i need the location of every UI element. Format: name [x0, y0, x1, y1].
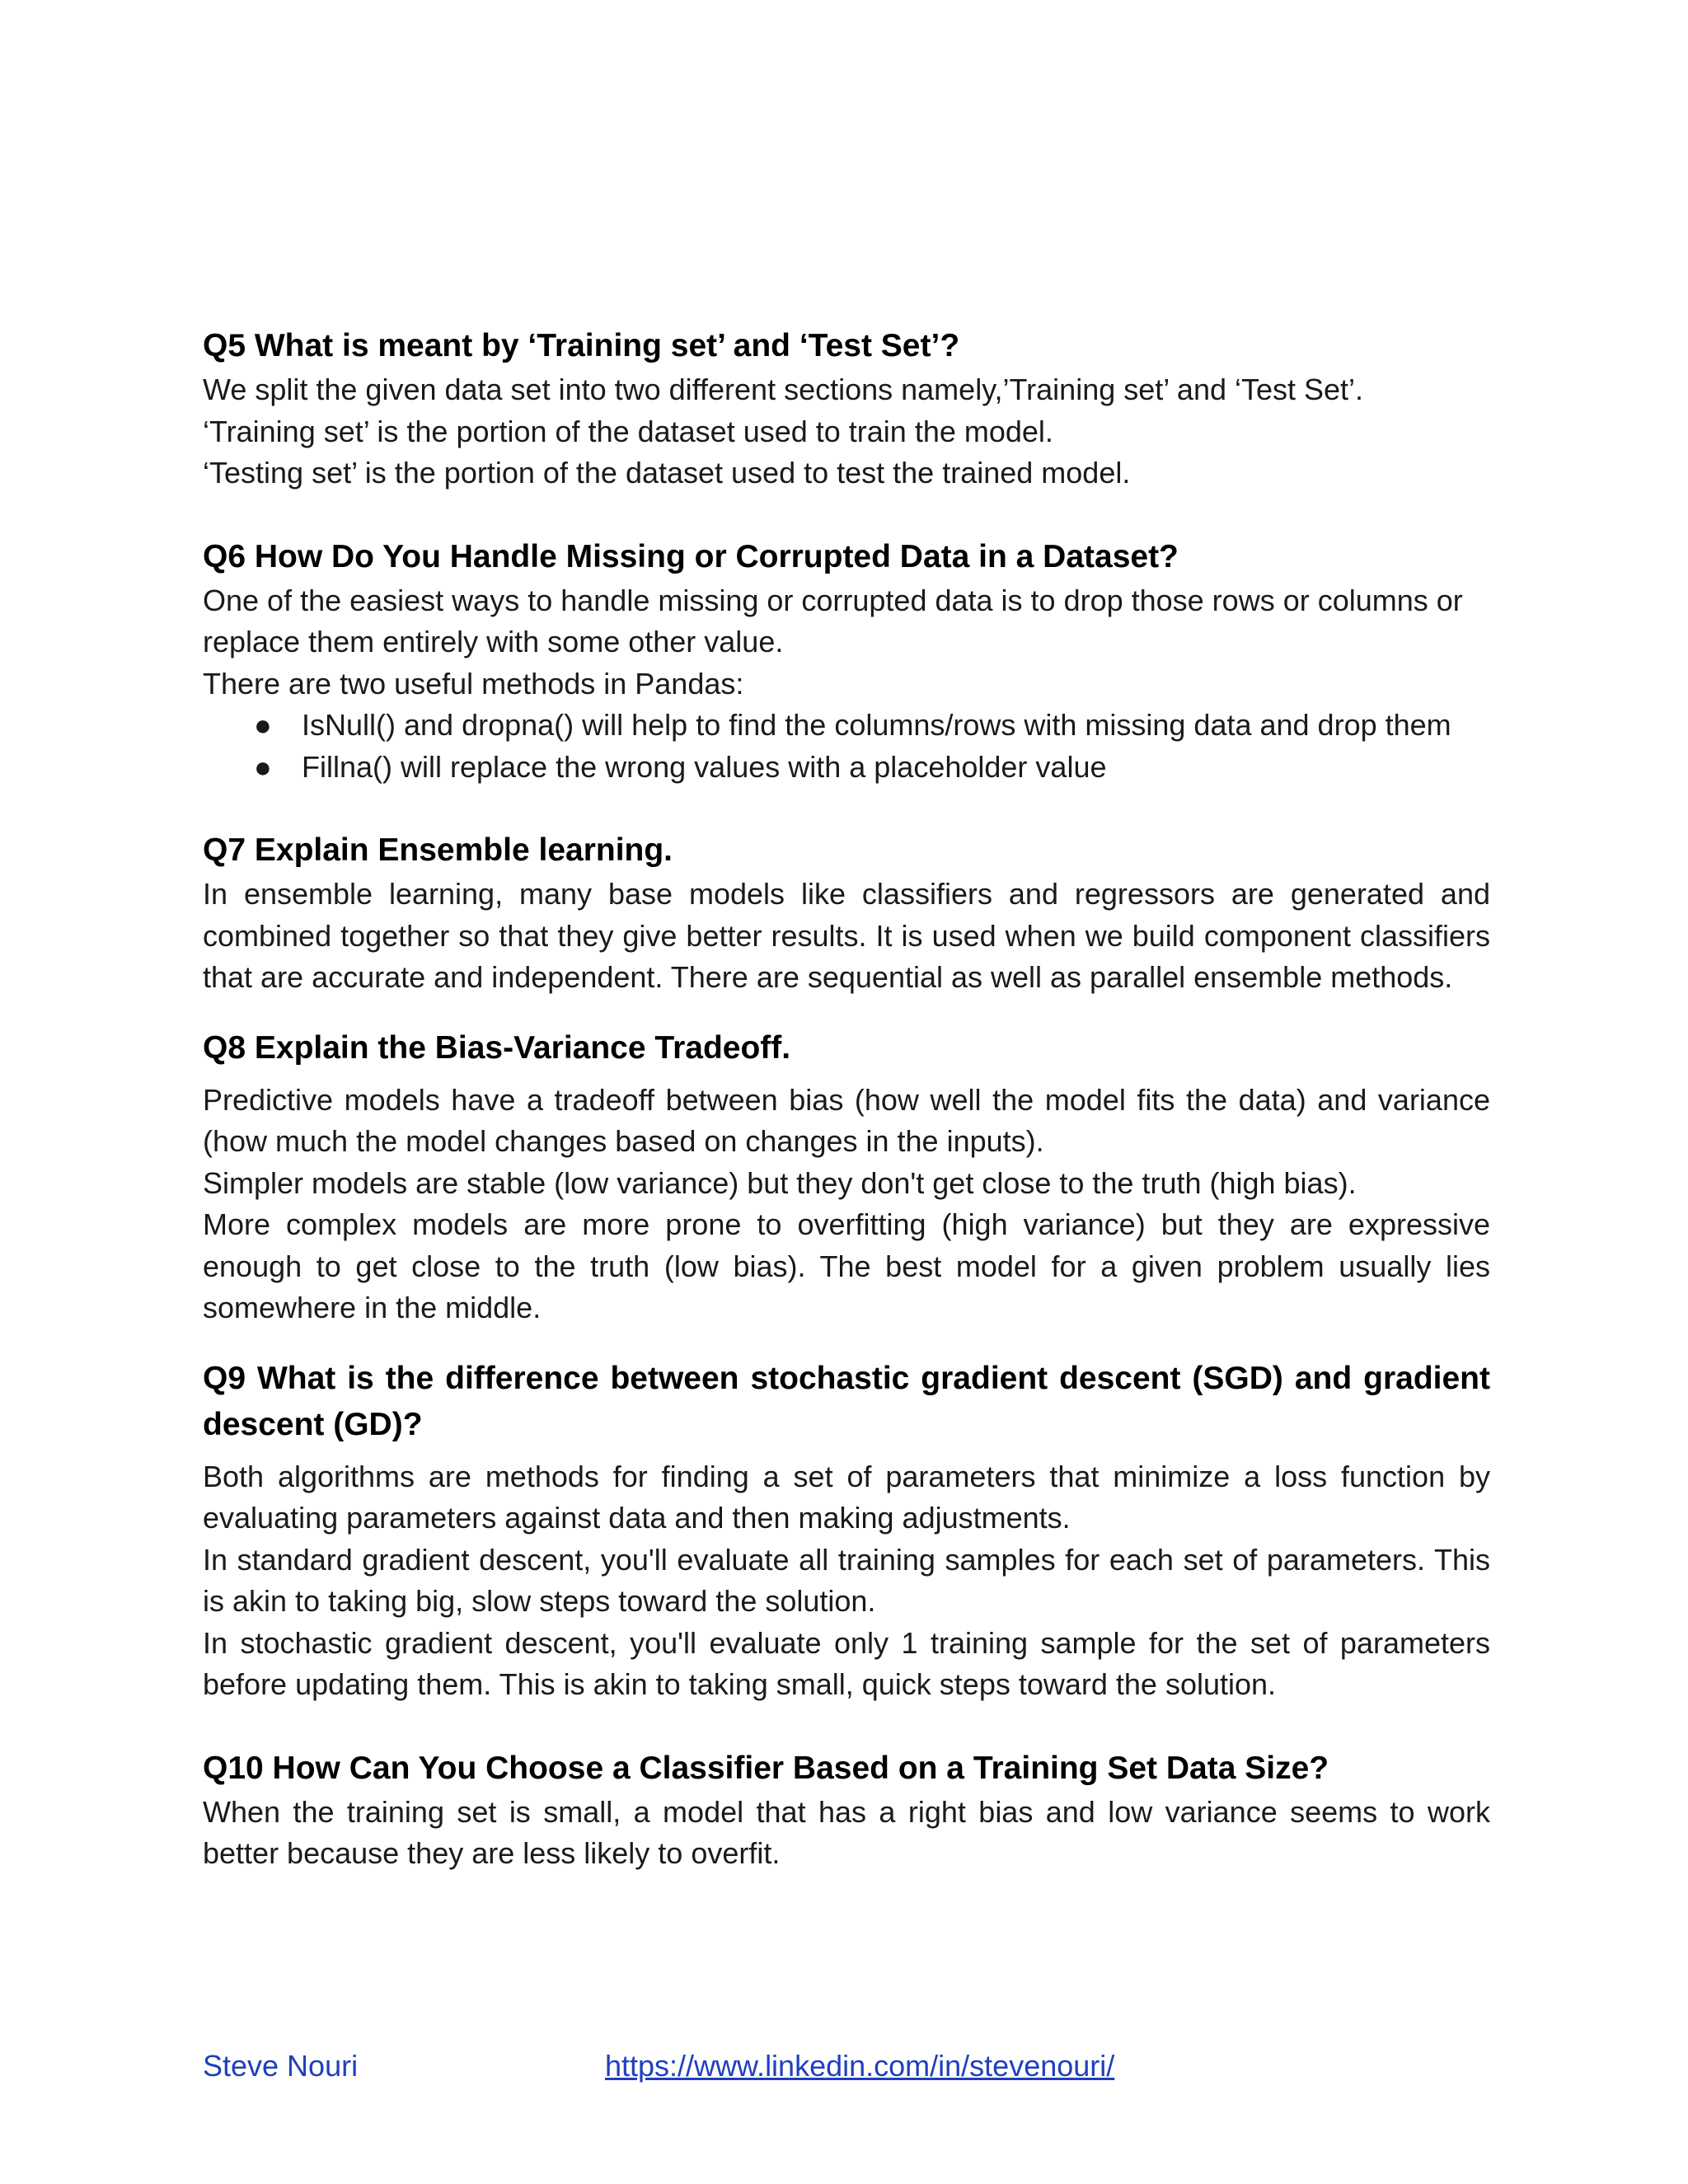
paragraph: Both algorithms are methods for finding a set of parameters that minimize a loss function by evaluating parameters against data and then making adjustments.	[203, 1459, 1490, 1535]
paragraph: There are two useful methods in Pandas:	[203, 666, 744, 701]
paragraph: One of the easiest ways to handle missing or corrupted data is to drop those rows or columns or replace them entirely with some other value.	[203, 583, 1463, 658]
section-q9	[203, 1356, 1490, 1706]
paragraph-line: ‘Testing set’ is the portion of the dataset used to test the trained model.	[203, 456, 1131, 490]
paragraph: Simpler models are stable (low variance) but they don't get close to the truth (high bias).	[203, 1165, 1357, 1200]
document-body	[203, 323, 1490, 1915]
question-heading-q9: Q9 What is the difference between stochastic gradient descent (SGD) and gradient descent (GD)?	[203, 1360, 1490, 1442]
section-q5	[203, 323, 1490, 494]
section-q10	[203, 1746, 1490, 1875]
footer-author: Steve Nouri	[203, 2049, 359, 2083]
question-heading-q5: Q5 What is meant by ‘Training set’ and ‘Test Set’?	[203, 328, 960, 363]
paragraph: In standard gradient descent, you'll evaluate all training samples for each set of parameters. This is akin to taking big, slow steps toward the solution.	[203, 1542, 1490, 1618]
question-heading-q6: Q6 How Do You Handle Missing or Corrupted Data in a Dataset?	[203, 538, 1179, 574]
paragraph: More complex models are more prone to overfitting (high variance) but they are expressive enough to get close to the truth (low bias). The best model for a given problem usually lies somewhere in the middle.	[203, 1207, 1490, 1324]
list-item-text: IsNull() and dropna() will help to find the columns/rows with missing data and drop them	[302, 708, 1451, 742]
section-q6	[203, 534, 1490, 789]
list-item	[203, 705, 1490, 747]
paragraph-line: We split the given data set into two different sections namely,’Training set’ and ‘Test Set’.	[203, 373, 1364, 406]
paragraph: Predictive models have a tradeoff between bias (how well the model fits the data) and variance (how much the model changes based on changes in the inputs).	[203, 1082, 1490, 1158]
bullet-icon: ●	[254, 708, 272, 742]
section-q7	[203, 827, 1490, 999]
paragraph: In stochastic gradient descent, you'll evaluate only 1 training sample for the set of parameters before updating them. This is akin to taking small, quick steps toward the solution.	[203, 1625, 1490, 1701]
paragraph: When the training set is small, a model that has a right bias and low variance seems to work better because they are less likely to overfit.	[203, 1794, 1490, 1870]
question-heading-q7: Q7 Explain Ensemble learning.	[203, 832, 673, 868]
bullet-list	[203, 705, 1490, 788]
paragraph-line: ‘Training set’ is the portion of the dataset used to train the model.	[203, 414, 1053, 448]
paragraph: In ensemble learning, many base models like classifiers and regressors are generated and combined together so that they give better results. It is used when we build component classifiers that are accurate and independent. There are sequential as well as parallel ensemble methods.	[203, 877, 1490, 994]
question-heading-q8: Q8 Explain the Bias-Variance Tradeoff.	[203, 1029, 791, 1066]
list-item-text: Fillna() will replace the wrong values with a placeholder value	[302, 749, 1107, 784]
section-q8	[203, 1025, 1490, 1329]
page-footer	[203, 2046, 1490, 2087]
footer-linkedin-link[interactable]: https://www.linkedin.com/in/stevenouri/	[605, 2049, 1115, 2083]
list-item	[203, 747, 1490, 789]
question-heading-q10: Q10 How Can You Choose a Classifier Based on a Training Set Data Size?	[203, 1750, 1329, 1786]
bullet-icon: ●	[254, 749, 272, 784]
